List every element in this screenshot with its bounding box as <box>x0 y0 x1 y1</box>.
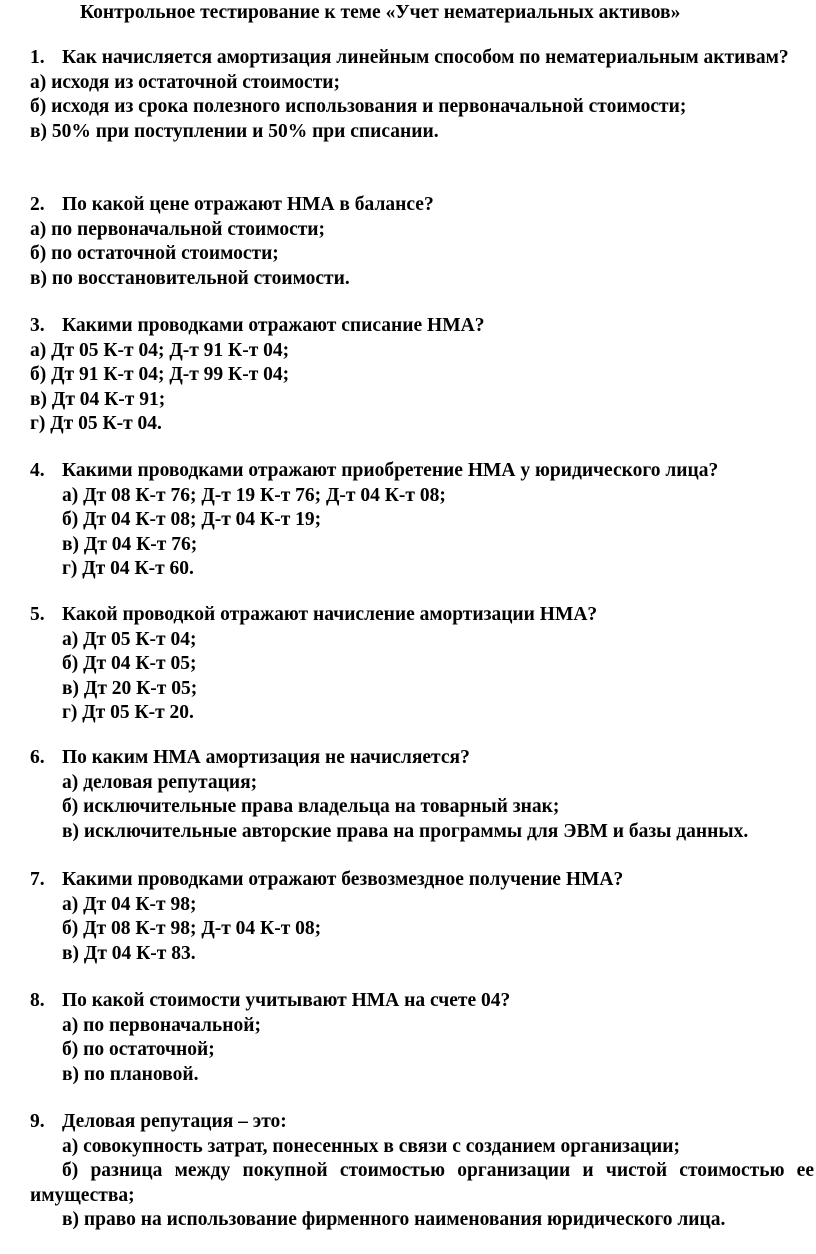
question-text: 2. По какой цене отражают НМА в балансе? <box>30 193 814 218</box>
question-block-9 <box>30 1110 814 1233</box>
question-block-2 <box>30 193 814 291</box>
answer-option: в) Дт 20 К-т 05; <box>62 677 198 699</box>
answer-option: б) по остаточной стоимости; <box>30 243 279 264</box>
question-text: 3. Какими проводками отражают списание НМА? <box>30 314 814 339</box>
answer-option: б) по остаточной; <box>62 1039 215 1060</box>
answer-option: а) по первоначальной стоимости; <box>30 218 326 240</box>
answer-option: в) исключительные авторские права на программы для ЭВМ и базы данных. <box>62 820 749 842</box>
answer-option: б) исходя из срока полезного использования и первоначальной стоимости; <box>30 96 687 117</box>
question-number: 7. <box>30 869 45 890</box>
question-text: 8. По какой стоимости учитывают НМА на счете 04? <box>30 989 814 1014</box>
answer-option-continuation: имущества; <box>30 1184 135 1206</box>
answer-option: г) Дт 04 К-т 60. <box>62 558 194 579</box>
answer-option: в) Дт 04 К-т 91; <box>30 388 166 410</box>
answer-option: а) Дт 04 К-т 98; <box>62 893 197 915</box>
question-block-6 <box>30 746 814 844</box>
answer-option: а) деловая репутация; <box>62 771 258 793</box>
question-text: 1. Как начисляется амортизация линейным способом по нематериальным активам? <box>30 46 814 71</box>
question-block-5 <box>30 603 814 726</box>
question-number: 5. <box>30 604 45 625</box>
document-title: Контрольное тестирование к теме «Учет нематериальных активов» <box>80 2 681 23</box>
question-number: 2. <box>30 194 45 215</box>
question-text: 7. Какими проводками отражают безвозмездное получение НМА? <box>30 868 814 893</box>
question-text: 9. Деловая репутация – это: <box>30 1110 814 1135</box>
question-number: 4. <box>30 460 45 481</box>
answer-option: в) по восстановительной стоимости. <box>30 267 350 289</box>
answer-option: в) Дт 04 К-т 76; <box>62 533 198 555</box>
question-block-3 <box>30 314 814 437</box>
question-block-1 <box>30 46 814 144</box>
answer-option: г) Дт 05 К-т 04. <box>30 413 162 434</box>
answer-option: а) по первоначальной; <box>62 1014 261 1036</box>
answer-option: б) Дт 08 К-т 98; Д-т 04 К-т 08; <box>62 918 322 939</box>
question-number: 9. <box>30 1111 45 1132</box>
question-block-8 <box>30 989 814 1087</box>
question-number: 3. <box>30 315 45 336</box>
answer-option: а) исходя из остаточной стоимости; <box>30 71 341 93</box>
question-block-4 <box>30 459 814 582</box>
answer-option: б) Дт 04 К-т 08; Д-т 04 К-т 19; <box>62 509 322 530</box>
answer-option: г) Дт 05 К-т 20. <box>62 702 194 723</box>
answer-option: б) разница между покупной стоимостью организации и чистой стоимостью ее <box>62 1160 814 1181</box>
question-number: 1. <box>30 47 45 68</box>
question-block-7 <box>30 868 814 966</box>
answer-option: б) Дт 91 К-т 04; Д-т 99 К-т 04; <box>30 364 290 385</box>
answer-option: б) исключительные права владельца на товарный знак; <box>62 796 560 817</box>
question-number: 6. <box>30 747 45 768</box>
answer-option: а) Дт 05 К-т 04; <box>62 628 197 650</box>
answer-option: в) право на использование фирменного наименования юридического лица. <box>62 1209 726 1230</box>
question-text: 6. По каким НМА амортизация не начисляется? <box>30 746 814 771</box>
question-number: 8. <box>30 990 45 1011</box>
question-text: 5. Какой проводкой отражают начисление амортизации НМА? <box>30 603 814 628</box>
answer-option: а) Дт 05 К-т 04; Д-т 91 К-т 04; <box>30 339 290 361</box>
answer-option: а) Дт 08 К-т 76; Д-т 19 К-т 76; Д-т 04 К-т 08; <box>62 484 446 506</box>
answer-option: а) совокупность затрат, понесенных в связи с созданием организации; <box>62 1135 680 1157</box>
answer-option: в) по плановой. <box>62 1063 199 1085</box>
answer-option: в) 50% при поступлении и 50% при списании. <box>30 120 439 142</box>
question-text: 4. Какими проводками отражают приобретение НМА у юридического лица? <box>30 459 814 484</box>
answer-option: в) Дт 04 К-т 83. <box>62 942 196 964</box>
answer-option: б) Дт 04 К-т 05; <box>62 653 197 674</box>
